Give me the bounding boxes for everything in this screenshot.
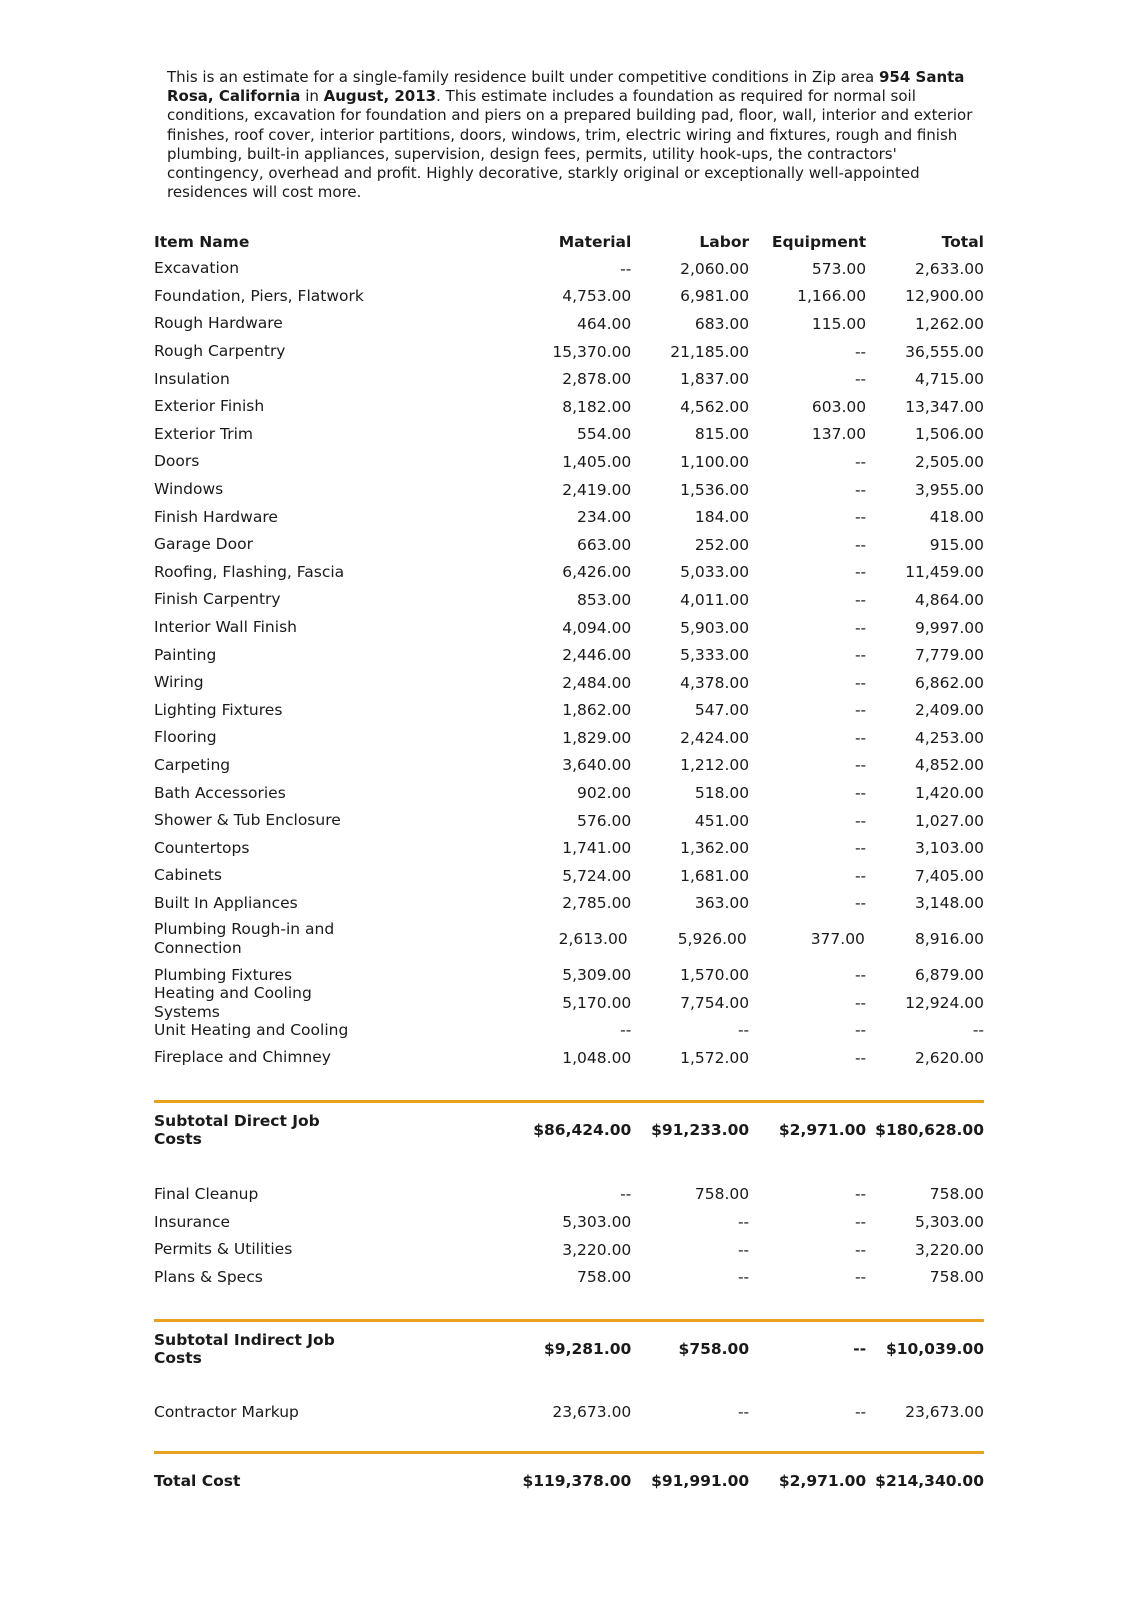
equipment-cell: -- <box>854 866 867 885</box>
labor-cell: -- <box>737 1240 750 1259</box>
equipment-cell: 115.00 <box>811 314 867 333</box>
header-total: Total <box>941 232 984 251</box>
item-name: Finish Hardware <box>154 507 278 526</box>
material-cell: 2,785.00 <box>562 894 632 913</box>
item-name: Permits & Utilities <box>154 1240 293 1259</box>
item-name: Carpeting <box>154 755 231 774</box>
header-equipment: Equipment <box>771 232 867 251</box>
table-row <box>154 283 984 311</box>
material-cell: 576.00 <box>577 811 632 830</box>
equipment-cell: 603.00 <box>811 397 867 416</box>
material-cell: 5,724.00 <box>562 866 632 885</box>
total-cell: 13,347.00 <box>905 397 984 416</box>
labor-cell: 7,754.00 <box>680 993 750 1012</box>
item-name: Plumbing Fixtures <box>154 965 293 984</box>
total-cell: 8,916.00 <box>914 930 984 949</box>
labor-cell: 363.00 <box>694 894 750 913</box>
intro-paragraph <box>167 68 977 202</box>
total-cell: 418.00 <box>929 508 984 527</box>
equipment-cell: -- <box>854 370 867 389</box>
material-cell: 3,220.00 <box>562 1240 632 1259</box>
table-row <box>154 255 984 283</box>
equipment-cell: -- <box>854 646 867 665</box>
item-name: Doors <box>154 452 200 471</box>
total-cell: 36,555.00 <box>905 342 984 361</box>
total-cell: 7,405.00 <box>914 866 984 885</box>
markup-row <box>154 1392 984 1432</box>
equipment-cell: -- <box>854 673 867 692</box>
labor-cell: 451.00 <box>694 811 750 830</box>
material-cell: -- <box>620 1185 632 1204</box>
equipment-cell: -- <box>854 894 867 913</box>
table-row <box>154 917 984 961</box>
table-row <box>154 1181 984 1209</box>
total-cell: -- <box>972 1021 984 1040</box>
equipment-cell: -- <box>854 811 867 830</box>
total-cell: 4,852.00 <box>914 756 984 775</box>
estimate-date: August, 2013 <box>323 87 437 106</box>
table-row <box>154 503 984 531</box>
item-name: Excavation <box>154 259 240 278</box>
item-name: Roofing, Flashing, Fascia <box>154 562 345 581</box>
material-cell: 853.00 <box>577 590 632 609</box>
subtotal-indirect-row <box>154 1322 984 1376</box>
labor-cell: 518.00 <box>694 784 750 803</box>
item-name: Flooring <box>154 728 217 747</box>
total-cell: 12,924.00 <box>905 993 984 1012</box>
labor-cell: 815.00 <box>694 425 750 444</box>
equipment-cell: 137.00 <box>811 425 867 444</box>
material-cell: 758.00 <box>577 1268 632 1287</box>
material-cell: 5,309.00 <box>562 966 632 985</box>
labor-cell: 1,837.00 <box>680 370 750 389</box>
equipment-cell: -- <box>854 839 867 858</box>
material-cell: 2,484.00 <box>562 673 632 692</box>
labor-cell: 2,060.00 <box>680 259 750 278</box>
item-name: Plans & Specs <box>154 1267 263 1286</box>
total-cell: 2,633.00 <box>914 259 984 278</box>
labor-cell: 5,903.00 <box>680 618 750 637</box>
item-name: Unit Heating and Cooling <box>154 1020 349 1039</box>
labor-cell: 758.00 <box>694 1185 750 1204</box>
material-cell: 1,048.00 <box>562 1048 632 1067</box>
material-cell: 902.00 <box>577 784 632 803</box>
item-name: Interior Wall Finish <box>154 618 297 637</box>
labor-cell: 1,100.00 <box>680 452 750 471</box>
item-name: Subtotal Direct Job Costs <box>154 1111 320 1148</box>
labor-cell: 21,185.00 <box>670 342 750 361</box>
material-cell: 3,640.00 <box>562 756 632 775</box>
material-cell: -- <box>620 259 632 278</box>
equipment-cell: 1,166.00 <box>797 287 867 306</box>
material-cell: 234.00 <box>577 508 632 527</box>
indirect-items <box>154 1181 984 1291</box>
material-cell: 5,303.00 <box>562 1213 632 1232</box>
total-cell: 7,779.00 <box>914 646 984 665</box>
labor-cell: -- <box>737 1213 750 1232</box>
equipment-cell: -- <box>854 728 867 747</box>
table-row <box>154 531 984 559</box>
cost-table <box>154 228 984 1508</box>
item-name: Painting <box>154 645 217 664</box>
material-cell: 1,829.00 <box>562 728 632 747</box>
subtotal-direct-row <box>154 1103 984 1157</box>
equipment-cell: 377.00 <box>810 930 865 949</box>
table-row <box>154 890 984 918</box>
item-name: Total Cost <box>154 1472 241 1490</box>
header-labor: Labor <box>699 232 750 251</box>
labor-cell: 6,981.00 <box>680 287 750 306</box>
total-cell: 2,409.00 <box>914 701 984 720</box>
table-row <box>154 862 984 890</box>
equipment-cell: -- <box>854 784 867 803</box>
table-row <box>154 393 984 421</box>
labor-cell: -- <box>737 1268 750 1287</box>
material-cell: 464.00 <box>577 314 632 333</box>
labor-cell: 547.00 <box>694 701 750 720</box>
equipment-cell: -- <box>854 756 867 775</box>
table-row <box>154 365 984 393</box>
equipment-cell: -- <box>854 535 867 554</box>
equipment-cell: -- <box>854 563 867 582</box>
item-name: Lighting Fixtures <box>154 700 283 719</box>
material-cell: $9,281.00 <box>544 1340 632 1358</box>
spacer <box>154 1157 984 1181</box>
material-cell: 5,170.00 <box>562 993 632 1012</box>
total-cell: $214,340.00 <box>875 1472 984 1490</box>
markup-section <box>154 1392 984 1432</box>
material-cell: 1,741.00 <box>562 839 632 858</box>
material-cell: 1,862.00 <box>562 701 632 720</box>
table-row <box>154 1263 984 1291</box>
table-row <box>154 807 984 835</box>
equipment-cell: -- <box>854 1268 867 1287</box>
item-name: Fireplace and Chimney <box>154 1048 331 1067</box>
total-cell: 5,303.00 <box>914 1213 984 1232</box>
equipment-cell: -- <box>854 590 867 609</box>
labor-cell: 252.00 <box>694 535 750 554</box>
total-cell: 915.00 <box>929 535 984 554</box>
table-row <box>154 641 984 669</box>
labor-cell: 4,562.00 <box>680 397 750 416</box>
labor-cell: $91,233.00 <box>651 1120 750 1139</box>
labor-cell: 683.00 <box>694 314 750 333</box>
material-cell: -- <box>620 1021 632 1040</box>
item-name: Built In Appliances <box>154 893 298 912</box>
item-name: Insulation <box>154 369 230 388</box>
total-cell: 3,220.00 <box>914 1240 984 1259</box>
material-cell: $119,378.00 <box>522 1472 632 1490</box>
zip-area: 954 Santa Rosa, California <box>167 68 965 106</box>
table-row <box>154 779 984 807</box>
spacer <box>154 1376 984 1392</box>
total-cell: 6,862.00 <box>914 673 984 692</box>
table-row <box>154 614 984 642</box>
table-row <box>154 1236 984 1264</box>
equipment-cell: $2,971.00 <box>778 1472 867 1490</box>
total-cell: 1,420.00 <box>914 784 984 803</box>
labor-cell: 1,572.00 <box>680 1048 750 1067</box>
item-name: Heating and Cooling Systems <box>154 983 312 1021</box>
table-row <box>154 834 984 862</box>
equipment-cell: $2,971.00 <box>778 1120 867 1139</box>
equipment-cell: -- <box>854 993 867 1012</box>
labor-cell: 1,212.00 <box>680 756 750 775</box>
header-item-name: Item Name <box>154 232 250 251</box>
total-cell: 23,673.00 <box>905 1403 984 1421</box>
equipment-cell: -- <box>854 1403 867 1421</box>
item-name: Garage Door <box>154 535 253 554</box>
total-cell: 758.00 <box>929 1268 984 1287</box>
item-name: Shower & Tub Enclosure <box>154 811 341 830</box>
total-cell: 1,262.00 <box>914 314 984 333</box>
item-name: Final Cleanup <box>154 1184 259 1203</box>
intro-text: This is an estimate for a single-family residence built under competitive conditions in Zip area <box>167 68 879 86</box>
labor-cell: 5,926.00 <box>677 930 747 949</box>
intro-text: in <box>300 87 324 106</box>
item-name: Countertops <box>154 838 250 857</box>
total-cell: 1,506.00 <box>914 425 984 444</box>
table-row <box>154 1208 984 1236</box>
spacer <box>154 1072 984 1100</box>
total-cell: 4,253.00 <box>914 728 984 747</box>
total-cell: 2,620.00 <box>914 1048 984 1067</box>
material-cell: 1,405.00 <box>562 452 632 471</box>
spacer <box>154 1291 984 1319</box>
labor-cell: 2,424.00 <box>680 728 750 747</box>
labor-cell: -- <box>737 1021 750 1040</box>
table-row <box>154 559 984 587</box>
material-cell: 8,182.00 <box>562 397 632 416</box>
table-row <box>154 752 984 780</box>
intro-text: . This estimate includes a foundation as required for normal soil conditions, excavation for foundation and piers on a prepared building pad, floor, wall, interior and exterior finishes, roof cover, interior partitions, doors, windows, trim, electric wiring and fixtures, rough and finish plumbing, built-in appliances, supervision, design fees, permits, utility hook-ups, the contractors' contingency, overhead and profit. Highly decorative, starkly original or exceptionally well-appointed residences will cost more. <box>167 87 973 202</box>
equipment-cell: -- <box>854 1185 867 1204</box>
table-row <box>154 476 984 504</box>
total-cell: 3,148.00 <box>914 894 984 913</box>
labor-cell: 5,033.00 <box>680 563 750 582</box>
table-row <box>154 586 984 614</box>
total-cell: 758.00 <box>929 1185 984 1204</box>
labor-cell: 1,536.00 <box>680 480 750 499</box>
header-material: Material <box>558 232 632 251</box>
equipment-cell: 573.00 <box>811 259 867 278</box>
table-row <box>154 421 984 449</box>
material-cell: 2,419.00 <box>562 480 632 499</box>
total-cell: $180,628.00 <box>875 1120 984 1139</box>
total-cell: 4,715.00 <box>914 370 984 389</box>
item-name: Windows <box>154 480 224 499</box>
material-cell: 2,613.00 <box>558 930 628 949</box>
table-row <box>154 669 984 697</box>
item-name: Rough Carpentry <box>154 342 286 361</box>
labor-cell: $91,991.00 <box>651 1472 750 1490</box>
table-row <box>154 310 984 338</box>
item-name: Finish Carpentry <box>154 590 281 609</box>
material-cell: 23,673.00 <box>552 1403 632 1421</box>
table-row <box>154 338 984 366</box>
item-name: Rough Hardware <box>154 314 283 333</box>
table-row <box>154 724 984 752</box>
equipment-cell: -- <box>854 1021 867 1040</box>
total-cell: 11,459.00 <box>905 563 984 582</box>
labor-cell: 1,362.00 <box>680 839 750 858</box>
labor-cell: 5,333.00 <box>680 646 750 665</box>
item-name: Cabinets <box>154 866 222 885</box>
item-name: Contractor Markup <box>154 1402 299 1421</box>
equipment-cell: -- <box>854 1213 867 1232</box>
equipment-cell: -- <box>854 701 867 720</box>
table-header <box>154 228 984 255</box>
table-row <box>154 697 984 725</box>
item-name: Subtotal Indirect Job Costs <box>154 1331 335 1367</box>
item-name: Foundation, Piers, Flatwork <box>154 286 364 305</box>
material-cell: 2,446.00 <box>562 646 632 665</box>
equipment-cell: -- <box>854 966 867 985</box>
item-name: Bath Accessories <box>154 783 286 802</box>
labor-cell: 1,570.00 <box>680 966 750 985</box>
labor-cell: 184.00 <box>694 508 750 527</box>
material-cell: 554.00 <box>577 425 632 444</box>
labor-cell: -- <box>737 1403 750 1421</box>
total-cell: 1,027.00 <box>914 811 984 830</box>
material-cell: 4,753.00 <box>562 287 632 306</box>
equipment-cell: -- <box>854 452 867 471</box>
material-cell: 4,094.00 <box>562 618 632 637</box>
labor-cell: 4,378.00 <box>680 673 750 692</box>
item-name: Exterior Trim <box>154 424 254 443</box>
labor-cell: $758.00 <box>678 1340 750 1358</box>
table-row <box>154 448 984 476</box>
material-cell: $86,424.00 <box>533 1120 632 1139</box>
equipment-cell: -- <box>854 508 867 527</box>
total-cell: 6,879.00 <box>914 966 984 985</box>
equipment-cell: -- <box>854 480 867 499</box>
material-cell: 2,878.00 <box>562 370 632 389</box>
equipment-cell: -- <box>854 618 867 637</box>
direct-items <box>154 255 984 1072</box>
total-cell: 2,505.00 <box>914 452 984 471</box>
table-row <box>154 1044 984 1072</box>
item-name: Insurance <box>154 1212 231 1231</box>
labor-cell: 1,681.00 <box>680 866 750 885</box>
equipment-cell: -- <box>854 1048 867 1067</box>
total-cell: 3,103.00 <box>914 839 984 858</box>
material-cell: 15,370.00 <box>552 342 632 361</box>
table-row <box>154 1016 984 1044</box>
spacer <box>154 1432 984 1451</box>
equipment-cell: -- <box>853 1340 867 1358</box>
item-name: Exterior Finish <box>154 397 265 416</box>
equipment-cell: -- <box>854 1240 867 1259</box>
item-name: Wiring <box>154 673 204 692</box>
material-cell: 6,426.00 <box>562 563 632 582</box>
total-cell: 9,997.00 <box>914 618 984 637</box>
labor-cell: 4,011.00 <box>680 590 750 609</box>
total-cell: 12,900.00 <box>905 287 984 306</box>
total-cell: $10,039.00 <box>885 1340 984 1358</box>
table-row <box>154 983 984 1021</box>
item-name: Plumbing Rough-in and Connection <box>154 920 335 958</box>
total-cost-row <box>154 1454 984 1508</box>
total-cell: 3,955.00 <box>914 480 984 499</box>
material-cell: 663.00 <box>577 535 632 554</box>
total-cell: 4,864.00 <box>914 590 984 609</box>
equipment-cell: -- <box>854 342 867 361</box>
